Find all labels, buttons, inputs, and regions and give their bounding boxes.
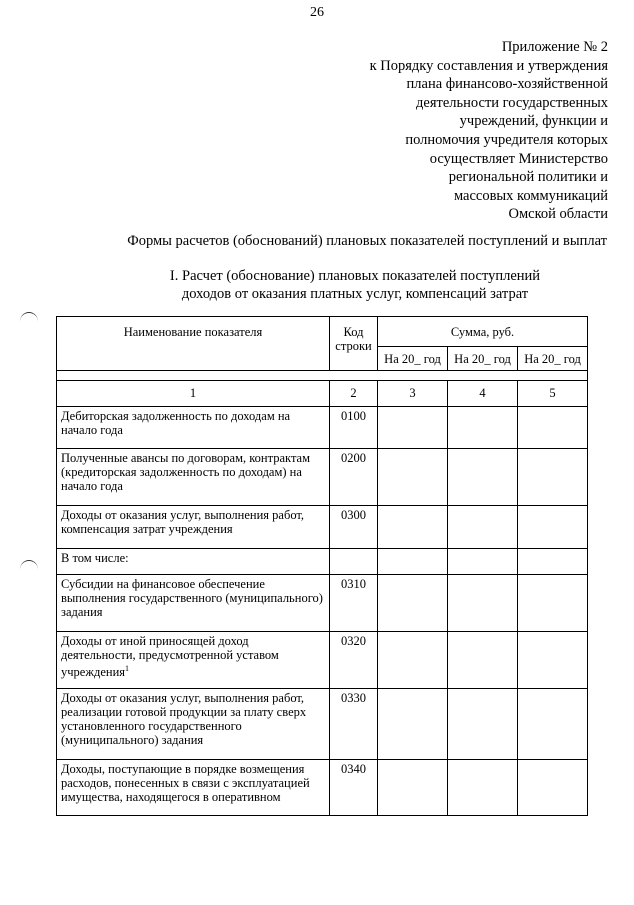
column-number: 1 — [57, 381, 330, 407]
row-value — [378, 449, 448, 506]
row-name: В том числе: — [57, 549, 330, 575]
page-number: 26 — [310, 5, 324, 20]
row-value — [448, 549, 518, 575]
column-number: 3 — [378, 381, 448, 407]
appendix-line: Омской области — [508, 206, 608, 223]
footnote-mark: 1 — [125, 664, 130, 673]
section-title-line: доходов от оказания платных услуг, компенсаций затрат — [181, 286, 529, 302]
column-number: 2 — [330, 381, 378, 407]
row-value — [518, 407, 588, 449]
row-value — [518, 689, 588, 760]
row-code: 0100 — [330, 407, 378, 449]
table-row — [57, 575, 588, 632]
row-code: 0300 — [330, 506, 378, 549]
row-name-text: Доходы от иной приносящей доход деятельности, предусмотренной уставом учреждения — [61, 634, 279, 680]
row-value — [448, 760, 518, 816]
row-code — [330, 549, 378, 575]
row-value — [518, 506, 588, 549]
row-code: 0340 — [330, 760, 378, 816]
row-value — [448, 689, 518, 760]
forms-title: Формы расчетов (обоснований) плановых показателей поступлений и выплат — [127, 233, 607, 249]
calculation-table — [56, 316, 588, 816]
row-value — [518, 575, 588, 632]
header-sum: Сумма, руб. — [378, 317, 588, 347]
row-value — [378, 575, 448, 632]
column-number: 5 — [518, 381, 588, 407]
row-code: 0330 — [330, 689, 378, 760]
header-year-1: На 20_ год — [378, 347, 448, 371]
row-value — [378, 407, 448, 449]
row-value — [518, 449, 588, 506]
row-value — [378, 549, 448, 575]
row-value — [448, 575, 518, 632]
appendix-line: полномочия учредителя которых — [405, 131, 608, 148]
row-value — [518, 632, 588, 689]
header-name: Наименование показателя — [57, 317, 330, 371]
row-value — [378, 506, 448, 549]
header-year-2: На 20_ год — [448, 347, 518, 371]
punch-hole-mark — [20, 560, 38, 579]
table-row — [57, 632, 588, 689]
table-row — [57, 760, 588, 816]
appendix-line: массовых коммуникаций — [453, 187, 608, 204]
header-code: Код строки — [330, 317, 378, 371]
table-row — [57, 407, 588, 449]
table-row — [57, 689, 588, 760]
appendix-line: к Порядку составления и утверждения — [369, 57, 608, 74]
table-row — [57, 549, 588, 575]
section-title — [150, 267, 560, 303]
appendix-line: плана финансово-хозяйственной — [406, 76, 608, 93]
row-name: Дебиторская задолженность по доходам на начало года — [57, 407, 330, 449]
table-row — [57, 449, 588, 506]
punch-hole-mark — [20, 312, 38, 331]
row-name — [57, 632, 330, 689]
row-value — [378, 689, 448, 760]
table-row — [57, 506, 588, 549]
row-name: Доходы от оказания услуг, выполнения работ, компенсация затрат учреждения — [57, 506, 330, 549]
row-value — [448, 506, 518, 549]
row-value — [448, 407, 518, 449]
appendix-line: осуществляет Министерство — [429, 150, 608, 167]
appendix-line: региональной политики и — [448, 169, 608, 186]
row-value — [378, 632, 448, 689]
row-name: Субсидии на финансовое обеспечение выполнения государственного (муниципального) задания — [57, 575, 330, 632]
section-title-line: I. Расчет (обоснование) плановых показателей поступлений — [169, 268, 541, 284]
header-year-3: На 20_ год — [518, 347, 588, 371]
appendix-block — [308, 38, 608, 224]
row-value — [518, 760, 588, 816]
column-number: 4 — [448, 381, 518, 407]
appendix-line: Приложение № 2 — [501, 39, 608, 55]
row-name: Полученные авансы по договорам, контрактам (кредиторская задолженность по доходам) на начало года — [57, 449, 330, 506]
row-name: Доходы, поступающие в порядке возмещения расходов, понесенных в связи с эксплуатацией имущества, находящегося в оперативном — [57, 760, 330, 816]
row-value — [448, 449, 518, 506]
row-code: 0320 — [330, 632, 378, 689]
appendix-line: учреждений, функции и — [459, 113, 608, 130]
row-code: 0310 — [330, 575, 378, 632]
row-value — [518, 549, 588, 575]
row-code: 0200 — [330, 449, 378, 506]
row-value — [378, 760, 448, 816]
row-name: Доходы от оказания услуг, выполнения работ, реализации готовой продукции за плату сверх установленного государственного (муниципального) задания — [57, 689, 330, 760]
appendix-line: деятельности государственных — [416, 94, 608, 111]
row-value — [448, 632, 518, 689]
